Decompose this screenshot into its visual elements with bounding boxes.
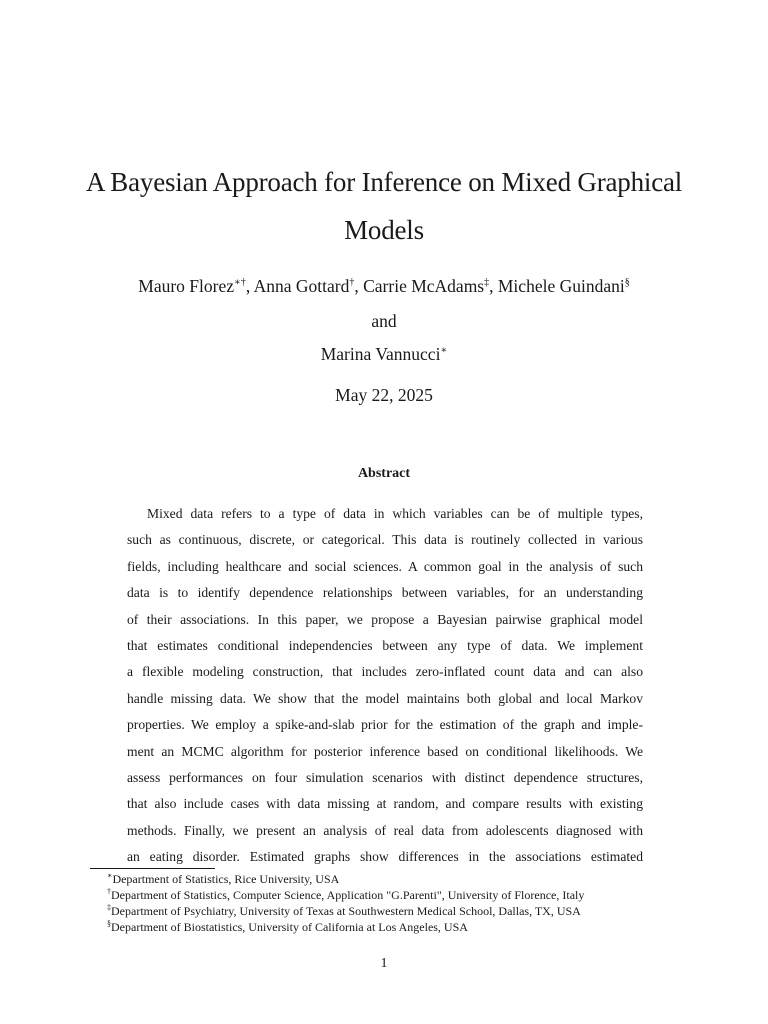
last-author [60, 344, 708, 365]
paper-title [60, 158, 708, 254]
abstract-line: that estimates conditional independencies between any type of data. We implement [127, 637, 643, 653]
abstract-line: Mixed data refers to a type of data in which variables can be of multiple types, [147, 506, 643, 521]
author-name: Carrie McAdams [363, 276, 485, 296]
author-name: Mauro Florez [138, 276, 235, 296]
footnote-text: Department of Psychiatry, University of Texas at Southwestern Medical School, Dallas, TX, USA [111, 904, 581, 918]
abstract-line: such as continuous, discrete, or categorical. This data is routinely collected in various [127, 532, 643, 548]
footnote-text: Department of Biostatistics, University of California at Los Angeles, USA [111, 920, 468, 934]
title-line-2: Models [344, 215, 424, 245]
footnote-mark: † [107, 887, 111, 896]
author-name: Michele Guindani [497, 276, 625, 296]
footnote-text: Department of Statistics, Rice University, USA [112, 872, 340, 886]
abstract-line: a flexible modeling construction, that includes zero-inflated count data and can also [127, 664, 643, 680]
abstract-line: that also include cases with data missing at random, and compare results with existing [127, 796, 643, 812]
footnote-mark: § [107, 919, 111, 928]
abstract-line: handle missing data. We show that the model maintains both global and local Markov [127, 690, 643, 706]
abstract-line: assess performances on four simulation scenarios with distinct dependence structures, [127, 769, 643, 785]
footnote-mark: ‡ [107, 903, 111, 912]
author-affiliation-mark: ∗† [234, 277, 246, 288]
footnotes [107, 871, 707, 935]
abstract-line: an eating disorder. Estimated graphs show differences in the associations estimated [127, 849, 643, 865]
page-number: 1 [380, 956, 388, 971]
paper-date: May 22, 2025 [335, 385, 433, 405]
author-list: Mauro Florez∗†, Anna Gottard†, Carrie McAdams‡, Michele Guindani§ [138, 276, 630, 296]
author-affiliation-mark: † [349, 277, 355, 288]
author-name: Marina Vannucci [320, 344, 441, 364]
abstract-line: fields, including healthcare and social sciences. A common goal in the analysis of such [127, 558, 643, 574]
author-conjunction: and [371, 311, 397, 331]
author-affiliation-mark: § [624, 277, 630, 288]
abstract-line: data is to identify dependence relationships between variables, for an understanding [127, 585, 643, 601]
author-affiliation-mark: ‡ [484, 277, 490, 288]
footnote-text: Department of Statistics, Computer Science, Application "G.Parenti", University of Florence, Italy [111, 888, 585, 902]
footnote [107, 919, 707, 935]
abstract-line: properties. We employ a spike-and-slab prior for the estimation of the graph and imple- [127, 717, 643, 733]
title-line-1: A Bayesian Approach for Inference on Mixed Graphical [85, 167, 683, 197]
author-name: Anna Gottard [253, 276, 350, 296]
footnote [107, 871, 707, 887]
footnote-mark: ∗ [107, 871, 113, 880]
author-affiliation-mark: ∗ [440, 345, 448, 356]
footnote [107, 903, 707, 919]
abstract-body [127, 501, 643, 870]
abstract-heading: Abstract [357, 466, 411, 481]
abstract-line: ment an MCMC algorithm for posterior inference based on conditional likelihoods. We [127, 743, 643, 759]
abstract-line: methods. Finally, we present an analysis of real data from adolescents diagnosed with [127, 822, 643, 838]
footnote [107, 887, 707, 903]
abstract-line: of their associations. In this paper, we propose a Bayesian pairwise graphical model [127, 611, 643, 627]
footnote-rule [90, 868, 215, 869]
